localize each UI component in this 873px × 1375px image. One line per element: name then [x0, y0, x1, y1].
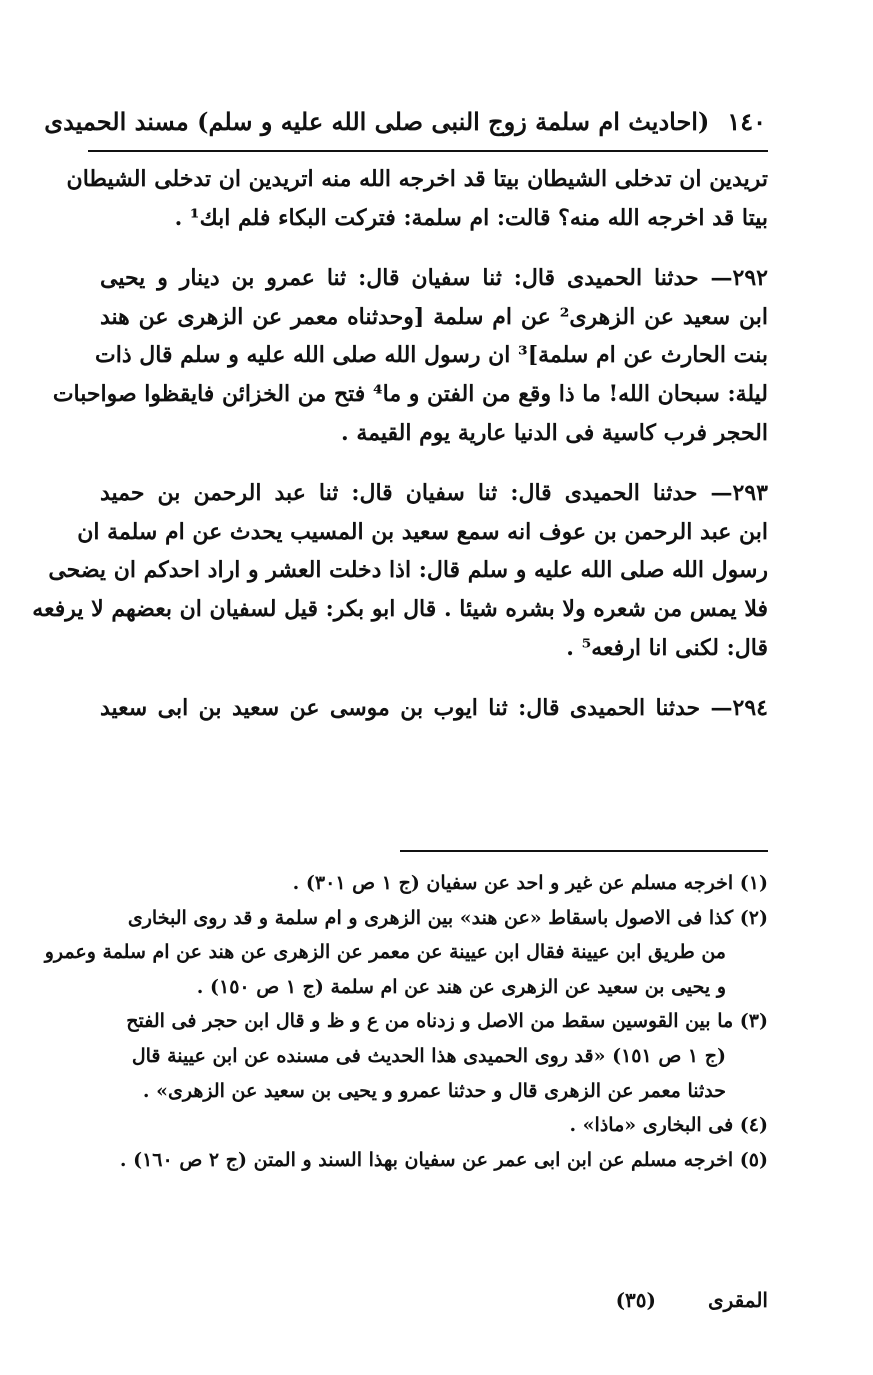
- printer-signature: المقرى: [707, 1288, 768, 1312]
- text-line: ليلة: سبحان الله! ما ذا وقع من الفتن و ما⁴ فتح من الخزائن فايقظوا صواحبات: [52, 380, 768, 407]
- footnote-2: (٢) كذا فى الاصول باسقاط «عن هند» بين الزهرى و ام سلمة و قد روى البخارى: [127, 906, 768, 929]
- hadith-294-line: ٢٩٤— حدثنا الحميدى قال: ثنا ايوب بن موسى عن سعيد بن ابى سعيد: [100, 695, 768, 722]
- paragraph-gap: [100, 667, 768, 689]
- text-line: بنت الحارث عن ام سلمة]³ ان رسول الله صلى الله عليه و سلم قال ذات: [95, 342, 768, 369]
- page-header: [44, 98, 766, 144]
- header-rule: [88, 150, 768, 152]
- footnote-rule: [400, 850, 768, 852]
- footnote-2-cont: و يحيى بن سعيد عن الزهرى عن هند عن ام سلمة (ج ١ ص ١٥٠) .: [196, 975, 726, 998]
- hadith-292-line: ٢٩٢— حدثنا الحميدى قال: ثنا سفيان قال: ثنا عمرو بن دينار و يحيى: [100, 265, 768, 292]
- running-title: (احاديث ام سلمة زوج النبى صلى الله عليه و سلم) مسند الحميدى: [44, 106, 710, 136]
- footnote-3-cont: حدثنا معمر عن الزهرى قال و حدثنا عمرو و يحيى بن سعيد عن الزهرى» .: [142, 1079, 726, 1102]
- paragraph-gap: [100, 452, 768, 474]
- footnotes: [44, 866, 768, 1177]
- text-line: فلا يمس من شعره ولا بشره شيئا . قال ابو بكر: قيل لسفيان ان بعضهم لا يرفعه: [32, 595, 768, 622]
- footnote-3: (٣) ما بين القوسين سقط من الاصل و زدناه من ع و ظ و قال ابن حجر فى الفتح: [126, 1010, 768, 1033]
- text-line: ابن سعيد عن الزهرى² عن ام سلمة [وحدثناه معمر عن الزهرى عن هند: [100, 303, 768, 330]
- footnote-1: (١) اخرجه مسلم عن غير و احد عن سفيان (ج ١ ص ٣٠١) .: [292, 872, 768, 894]
- text-line: رسول الله صلى الله عليه و سلم قال: اذا دخلت العشر و اراد احدكم ان يضحى: [48, 557, 768, 584]
- footnote-3-cont: (ج ١ ص ١٥١) «قد روى الحميدى هذا الحديث فى مسنده عن ابن عيينة قال: [131, 1044, 726, 1067]
- paragraph-gap: [100, 237, 768, 259]
- text-line: الحجر فرب كاسية فى الدنيا عارية يوم القيمة .: [341, 419, 768, 446]
- sheet-number: (٣٥): [615, 1288, 656, 1312]
- footnote-2-cont: من طريق ابن عيينة فقال ابن عيينة عن معمر عن الزهرى عن هند عن ام سلمة وعمرو: [44, 941, 726, 964]
- main-text: [32, 160, 768, 728]
- text-line: بيتا قد اخرجه الله منه؟ قالت: ام سلمة: فتركت البكاء فلم ابك¹ .: [174, 204, 768, 231]
- text-line: قال: لكنى انا ارفعه⁵ .: [566, 634, 768, 661]
- page-number: ١٤٠: [727, 106, 766, 136]
- text-line: تريدين ان تدخلى الشيطان بيتا قد اخرجه الله منه اتريدين ان تدخلى الشيطان: [66, 166, 768, 192]
- page-footer: [100, 1288, 768, 1324]
- footnote-4: (٤) فى البخارى «ماذا» .: [569, 1114, 768, 1137]
- hadith-293-line: ٢٩٣— حدثنا الحميدى قال: ثنا سفيان قال: ثنا عبد الرحمن بن حميد: [100, 480, 768, 507]
- footnote-5: (٥) اخرجه مسلم عن ابن ابى عمر عن سفيان بهذا السند و المتن (ج ٢ ص ١٦٠) .: [119, 1148, 768, 1171]
- text-line: ابن عبد الرحمن بن عوف انه سمع سعيد بن المسيب يحدث عن ام سلمة ان: [77, 518, 768, 545]
